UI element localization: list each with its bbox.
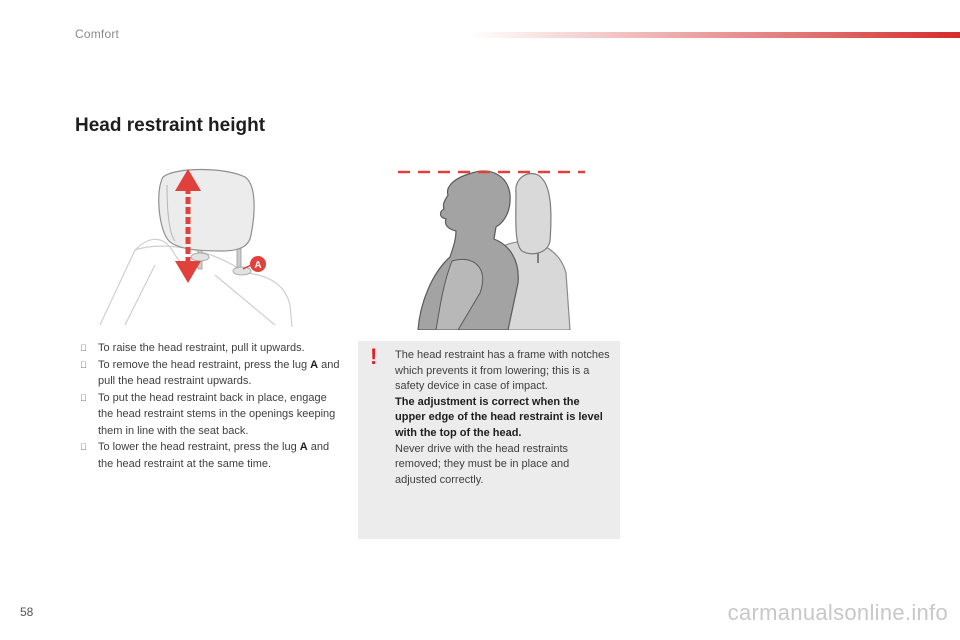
bullet-icon [80, 357, 87, 374]
watermark-text: carmanualsonline.info [727, 600, 948, 625]
lug-a-label: A [254, 260, 262, 271]
warning-text: Never drive with the head restraints removed; they must be in place and adjusted correctly. [395, 442, 570, 486]
instruction-list [80, 340, 345, 472]
bullet-icon [80, 390, 87, 407]
head-restraint-height-illustration [380, 153, 620, 330]
list-item [80, 357, 345, 390]
list-item [80, 390, 345, 440]
warning-exclamation-icon: ! [370, 344, 378, 369]
warning-text-bold: The adjustment is correct when the upper edge of the head restraint is level with the top of the head. [395, 395, 603, 439]
instruction-text: and the head restraint at the same time. [98, 441, 330, 470]
instruction-text: To put the head restraint back in place, engage the head restraint stems in the openings keeping them in line with the seat back. [98, 391, 336, 437]
list-item [80, 340, 345, 357]
bullet-icon [80, 340, 87, 357]
page-number: 58 [20, 605, 34, 619]
lug-reference: A [310, 358, 319, 371]
warning-box [358, 341, 620, 539]
instruction-text: and pull the head restraint upwards. [98, 358, 340, 387]
head-restraint-adjust-illustration [95, 155, 300, 330]
warning-text: The head restraint has a frame with notches which prevents it from lowering; this is a safety device in case of impact. [395, 349, 610, 393]
instruction-text: To remove the head restraint, press the lug [98, 358, 311, 371]
header-accent-bar [470, 32, 960, 38]
list-item [80, 439, 345, 472]
bullet-icon [80, 439, 87, 456]
section-label: Comfort [75, 27, 120, 41]
lug-reference: A [299, 441, 308, 453]
instruction-text: To raise the head restraint, pull it upwards. [98, 342, 305, 354]
instruction-text: To lower the head restraint, press the lug [98, 441, 300, 453]
page-title: Head restraint height [75, 115, 266, 136]
